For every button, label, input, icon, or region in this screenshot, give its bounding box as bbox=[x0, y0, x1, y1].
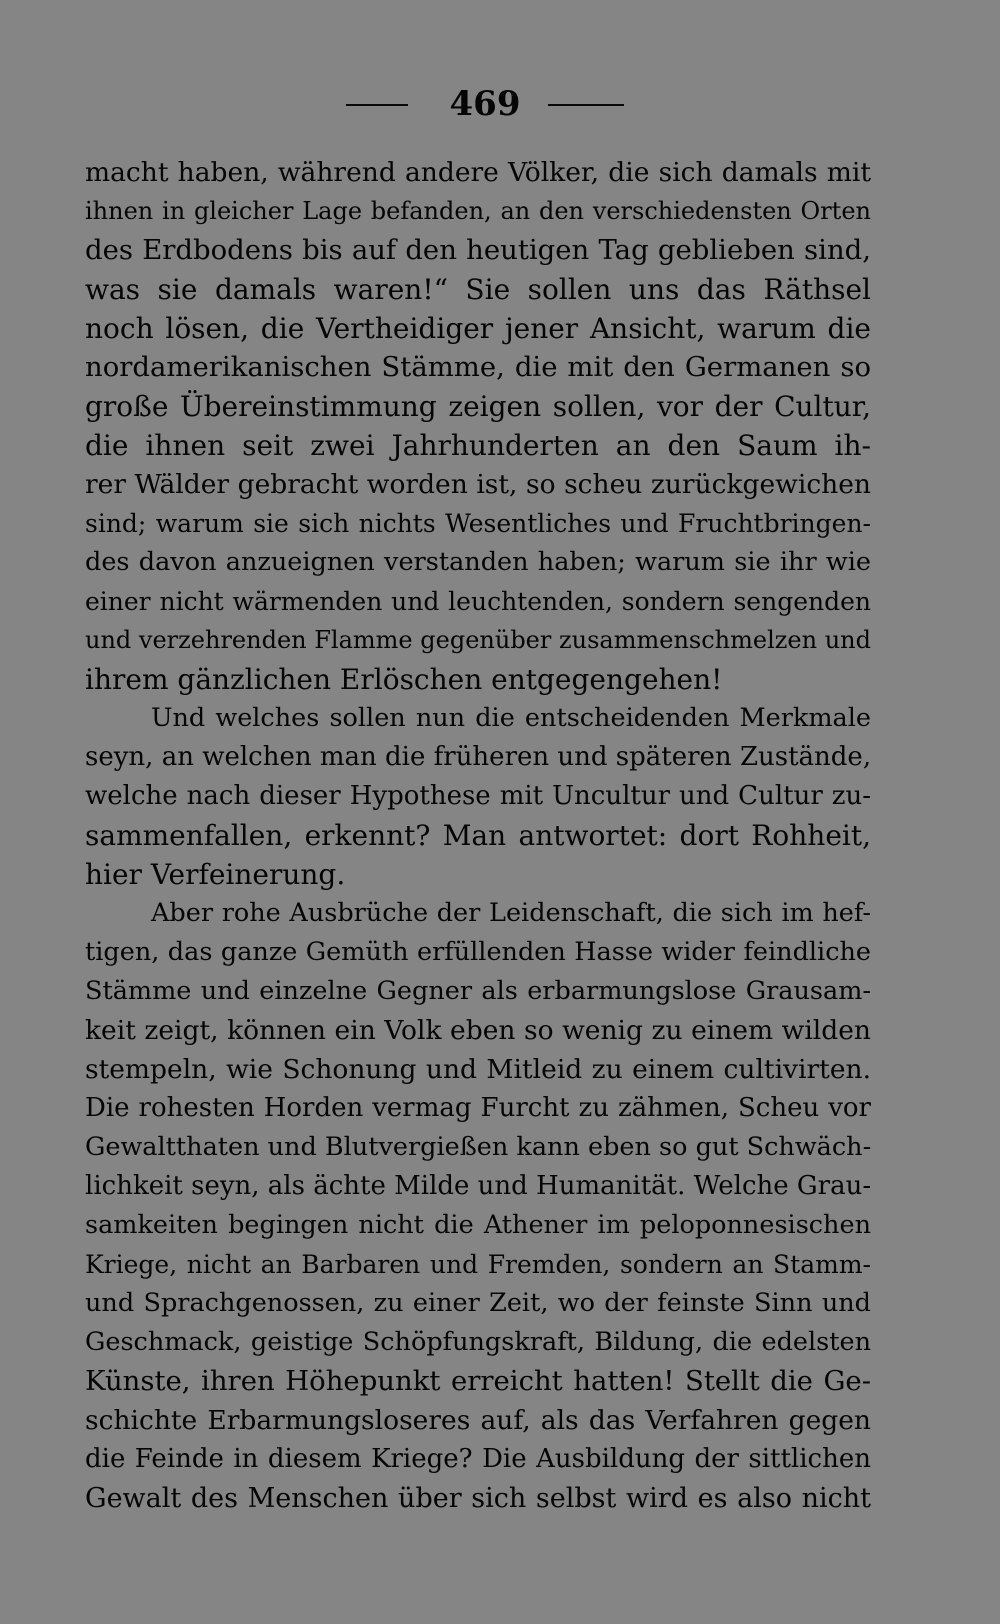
text-line: große Übereinstimmung zeigen sollen, vor der Cultur, bbox=[85, 390, 871, 423]
text-line: des Erdbodens bis auf den heutigen Tag geblieben sind, bbox=[85, 234, 871, 266]
paragraph-start-line: Aber rohe Ausbrüche der Leidenschaft, die sich im hef- bbox=[151, 898, 871, 928]
text-line: was sie damals waren!“ Sie sollen uns das Räthsel bbox=[85, 273, 871, 306]
text-line: sind; warum sie sich nichts Wesentliches und Fruchtbringen- bbox=[85, 509, 871, 538]
text-line: und verzehrenden Flamme gegenüber zusammenschmelzen und bbox=[85, 626, 871, 654]
text-line: noch lösen, die Vertheidiger jener Ansicht, warum die bbox=[85, 312, 871, 345]
paragraph-start-line: Und welches sollen nun die entscheidenden Merkmale bbox=[151, 703, 871, 733]
text-line: nordamerikanischen Stämme, die mit den Germanen so bbox=[85, 351, 871, 383]
page-number: 469 bbox=[449, 84, 521, 124]
text-line: samkeiten begingen nicht die Athener im peloponnesischen bbox=[85, 1210, 871, 1240]
text-line: tigen, das ganze Gemüth erfüllenden Hasse wider feindliche bbox=[85, 937, 871, 967]
text-line: Stämme und einzelne Gegner als erbarmungslose Grausam- bbox=[85, 976, 871, 1006]
text-line: ihnen in gleicher Lage befanden, an den verschiedensten Orten bbox=[85, 197, 871, 225]
text-line: Die rohesten Horden vermag Furcht zu zähmen, Scheu vor bbox=[85, 1093, 871, 1123]
text-line: Gewaltthaten und Blutvergießen kann eben so gut Schwäch- bbox=[85, 1132, 872, 1162]
page-body bbox=[85, 153, 871, 1518]
text-line: stempeln, wie Schonung und Mitleid zu einem cultivirten. bbox=[85, 1054, 871, 1085]
text-line: die Feinde in diesem Kriege? Die Ausbildung der sittlichen bbox=[85, 1444, 871, 1474]
text-line: einer nicht wärmenden und leuchtenden, sondern sengenden bbox=[85, 587, 871, 616]
text-line: und Sprachgenossen, zu einer Zeit, wo der feinste Sinn und bbox=[85, 1288, 871, 1318]
text-line: welche nach dieser Hypothese mit Uncultur und Cultur zu- bbox=[85, 781, 871, 811]
text-line: Künste, ihren Höhepunkt erreicht hatten! Stellt die Ge- bbox=[85, 1365, 871, 1397]
text-line: seyn, an welchen man die früheren und späteren Zustände, bbox=[85, 742, 872, 772]
page-header bbox=[0, 78, 1000, 130]
text-line: sammenfallen, erkennt? Man antwortet: dort Rohheit, bbox=[85, 819, 871, 852]
text-line: keit zeigt, können ein Volk eben so wenig zu einem wilden bbox=[85, 1015, 871, 1046]
text-line: rer Wälder gebracht worden ist, so scheu zurückgewichen bbox=[85, 469, 871, 500]
text-line: Gewalt des Menschen über sich selbst wird es also nicht bbox=[85, 1483, 871, 1514]
paragraph-end-line: ihrem gänzlichen Erlöschen entgegengehen! bbox=[85, 663, 723, 696]
header-rule-left bbox=[346, 104, 408, 106]
text-line: des davon anzueignen verstanden haben; warum sie ihr wie bbox=[85, 547, 871, 577]
text-line: Geschmack, geistige Schöpfungskraft, Bildung, die edelsten bbox=[85, 1327, 871, 1357]
paragraph-end-line: hier Verfeinerung. bbox=[85, 858, 346, 891]
header-rule-right bbox=[548, 104, 624, 106]
text-line: lichkeit seyn, als ächte Milde und Humanität. Welche Grau- bbox=[85, 1171, 872, 1201]
text-line: macht haben, während andere Völker, die sich damals mit bbox=[85, 157, 871, 188]
text-line: Kriege, nicht an Barbaren und Fremden, sondern an Stamm- bbox=[85, 1250, 871, 1279]
text-line: schichte Erbarmungsloseres auf, als das Verfahren gegen bbox=[85, 1405, 871, 1436]
text-line: die ihnen seit zwei Jahrhunderten an den Saum ih- bbox=[85, 429, 871, 462]
